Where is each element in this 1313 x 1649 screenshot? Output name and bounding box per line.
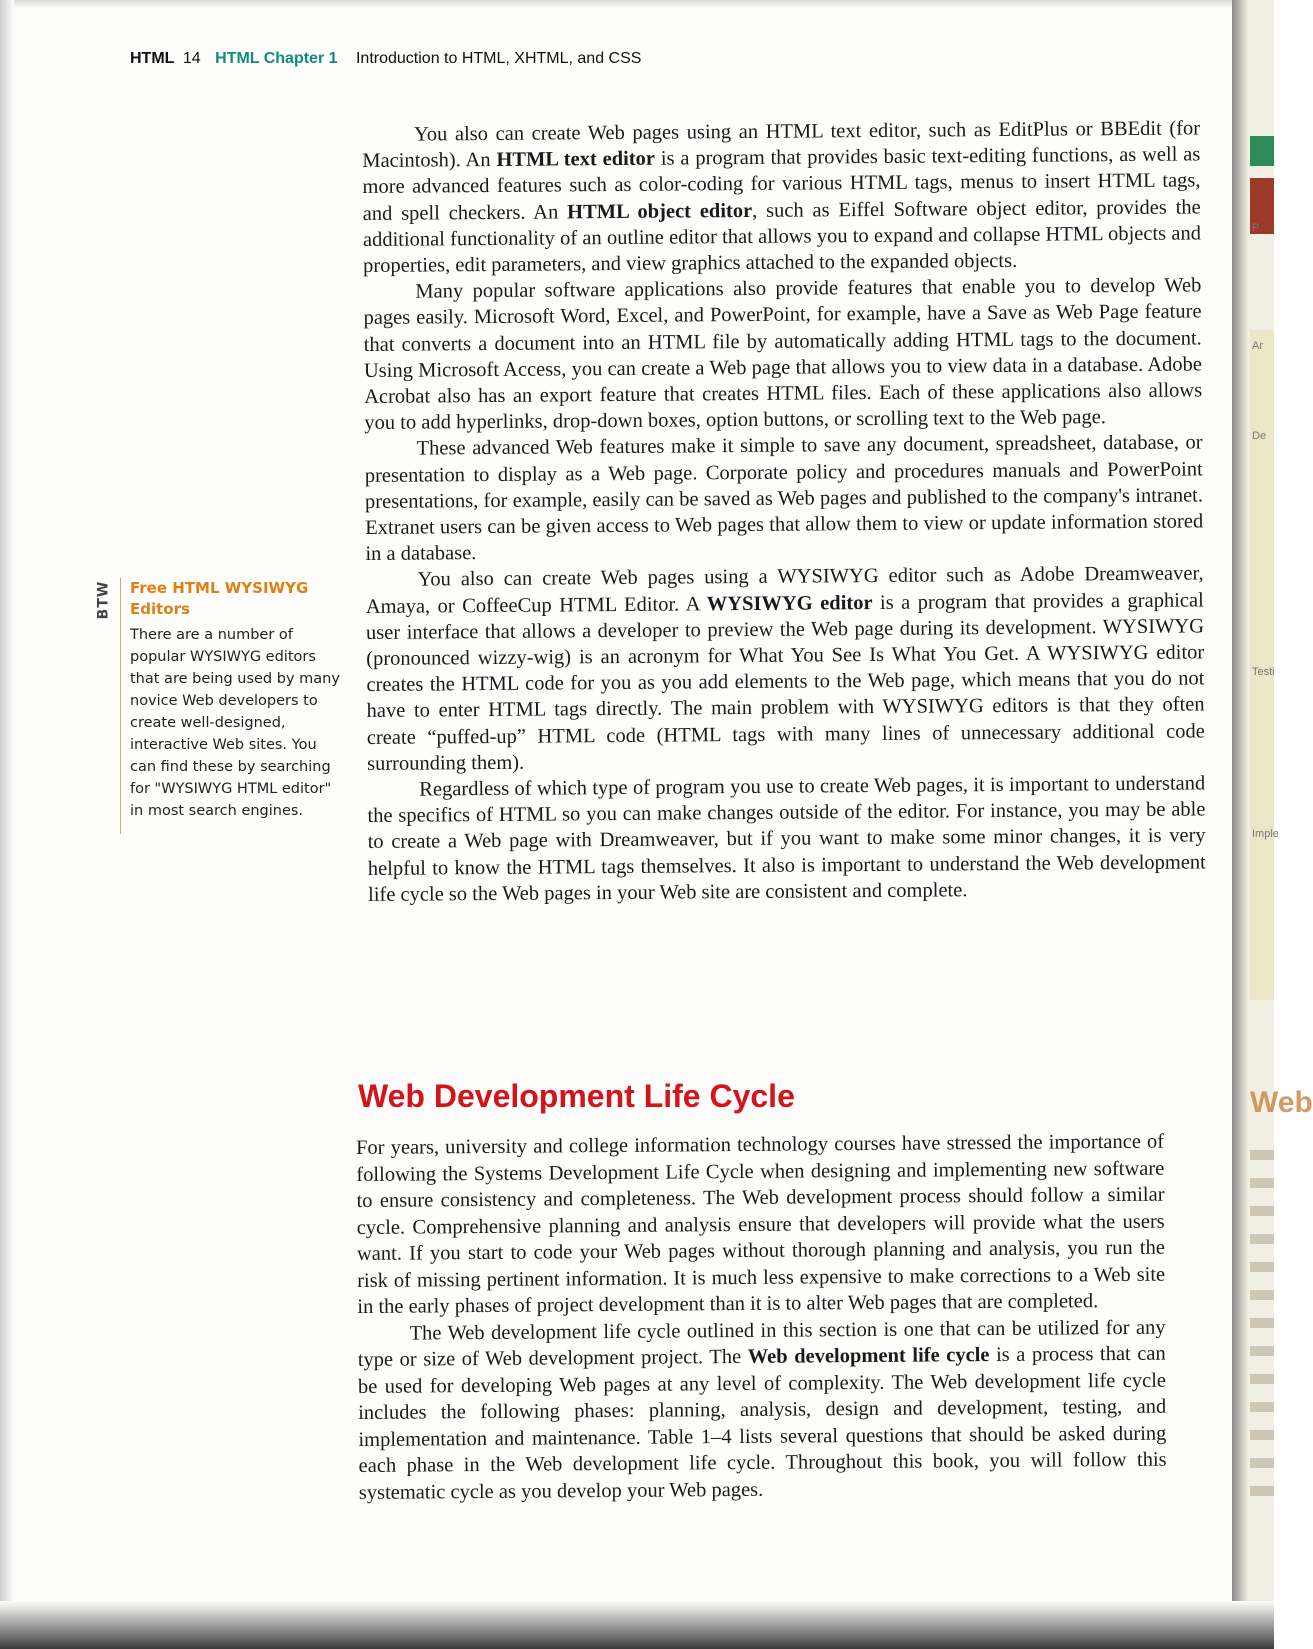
facing-page-text-line xyxy=(1250,1262,1274,1272)
text-run: is a program that provides a graphical user interface that allows a developer to preview the Web page during its development. WYSIWYG (pronounced wizzy-wig) is an acronym for What You See Is What You Get. A WYSIWYG editor creates the HTML code for you as you add elements to the Web page, which means that you do not have to enter HTML tags directly. The main problem with WYSIWYG editors is that they often create “puffed-up” HTML code (HTML tags with many lines of unnecessary additional code surrounding them). xyxy=(365,589,1205,775)
text-run: , such as Eiffel Software object editor, provides the additional functionality of an outline editor that allows you to expand and collapse HTML objects and properties, edit parameters, and view graphics attached to the expanded objects. xyxy=(362,196,1201,278)
header-chapter: HTML Chapter 1 xyxy=(215,50,338,67)
bold-term: Web development life cycle xyxy=(747,1344,990,1368)
facing-page-heading: Web xyxy=(1250,1086,1313,1119)
scan-bottom-shadow xyxy=(0,1601,1274,1649)
paragraph xyxy=(365,561,1205,777)
text-run: You also can create Web pages using an HTML text editor, such as EditPlus or BBEdit (for Macintosh). An xyxy=(362,117,1201,173)
facing-page-text-line xyxy=(1250,1458,1274,1468)
facing-page-text-line xyxy=(1250,1402,1274,1412)
facing-page-text-line xyxy=(1250,1150,1274,1160)
page-edge-shadow xyxy=(0,0,1232,8)
paragraph xyxy=(357,1314,1166,1506)
text-run: is a process that can be used for developing Web pages at any level of complexity. The Web development life cycle includes the following phases: planning, analysis, design and development, testing, and implementation and maintenance. Table 1–4 lists several questions that should be asked during each phase in the Web development life cycle. Throughout this book, you will follow this systematic cycle as you develop your Web pages. xyxy=(357,1342,1167,1504)
facing-page-text-line xyxy=(1250,1318,1274,1328)
section-heading: Web Development Life Cycle xyxy=(358,1078,795,1114)
text-run: You also can create Web pages using a WYSIWYG editor such as Adobe Dreamweaver, Amaya, or CoffeeCup HTML Editor. A xyxy=(365,562,1204,618)
facing-page-edge xyxy=(1232,0,1313,1649)
btw-tag xyxy=(96,578,116,626)
paragraph: Many popular software applications also provide features that enable you to develop Web pages easily. Microsoft Word, Excel, and PowerPoint, for example, have a Save as Web Page feature that converts a document into an HTML file by automatically adding HTML tags to the document. Using Microsoft Access, you can create a Web page that allows you to view data in a database. Adobe Acrobat also has an export feature that creates HTML files. Each of these applications also allows you to add hyperlinks, drop-down boxes, option buttons, or scrolling text to the Web page. xyxy=(363,274,1203,435)
facing-page-label: De xyxy=(1252,430,1267,442)
bold-term: WYSIWYG editor xyxy=(706,591,873,615)
facing-page-text-line xyxy=(1250,1346,1274,1356)
facing-page-text-line xyxy=(1250,1290,1274,1300)
paragraph: Regardless of which type of program you use to create Web pages, it is important to understand the specifics of HTML so you can make changes outside of the editor. For instance, you may be able to create a Web page with Dreamweaver, but if you want to make some minor changes, it is very helpful to know the HTML tags themselves. It also is important to understand the Web development life cycle so the Web pages in your Web site are consistent and complete. xyxy=(367,772,1206,906)
facing-page-label: P xyxy=(1252,222,1260,234)
sidebar-body: There are a number of popular WYSIWYG editors that are being used by many novice Web developers to create well-designed, interactive Web sites. You can find these by searching for "WYSIWYG HTML editor" in most search engines. xyxy=(130,627,340,819)
facing-page-shadow xyxy=(1232,0,1248,1649)
facing-page-text-line xyxy=(1250,1234,1274,1244)
running-header xyxy=(130,50,641,68)
body-text-upper xyxy=(362,115,1206,908)
header-page-number: 14 xyxy=(182,50,201,67)
body-text-lower xyxy=(356,1129,1167,1506)
facing-page-text-line xyxy=(1250,1178,1274,1188)
facing-page-label: Testi xyxy=(1252,666,1275,678)
facing-page-tab xyxy=(1250,136,1274,166)
paragraph: These advanced Web features make it simple to save any document, spreadsheet, database, or presentation to display as a Web page. Corporate policy and procedures manuals and PowerPoint presentations, for example, easily can be saved as Web pages and published to the company's intranet. Extranet users can be given access to Web pages that allow them to view or update information stored in a database. xyxy=(364,431,1204,566)
btw-label: BTW xyxy=(95,580,112,620)
facing-page-text-line xyxy=(1250,1374,1274,1384)
gutter-shadow xyxy=(0,0,14,1649)
facing-page-label: Ar xyxy=(1252,340,1263,352)
sidebar-rule xyxy=(120,578,121,834)
header-title: Introduction to HTML, XHTML, and CSS xyxy=(355,50,642,67)
bold-term: HTML object editor xyxy=(567,199,753,224)
paragraph: For years, university and college information technology courses have stressed the importance of following the Systems Development Life Cycle when designing and implementing new software to ensure consistency and completeness. The Web development process should follow a similar cycle. Comprehensive planning and analysis ensure that developers will provide what the users want. If you start to code your Web pages without thorough planning and analysis, you run the risk of missing pertinent information. It is much less expensive to make corrections to a Web site in the early phases of project development than it is to alter Web pages that are completed. xyxy=(356,1130,1166,1318)
facing-page-label: Imple xyxy=(1252,828,1279,840)
header-book: HTML xyxy=(130,50,175,67)
bold-term: HTML text editor xyxy=(496,147,656,172)
sidebar-title: Free HTML WYSIWYG Editors xyxy=(130,579,309,618)
text-run: is a program that provides basic text-editing functions, as well as more advanced features such as color-coding for various HTML tags, menus to insert HTML tags, and spell checkers. An xyxy=(362,143,1201,225)
text-run: The Web development life cycle outlined in this section is one that can be utilized for any type or size of Web development project. The xyxy=(357,1316,1166,1371)
facing-page-text-line xyxy=(1250,1430,1274,1440)
btw-sidebar xyxy=(96,578,346,838)
facing-page-text-line xyxy=(1250,1206,1274,1216)
paragraph xyxy=(362,115,1201,279)
facing-page-text-line xyxy=(1250,1486,1274,1496)
